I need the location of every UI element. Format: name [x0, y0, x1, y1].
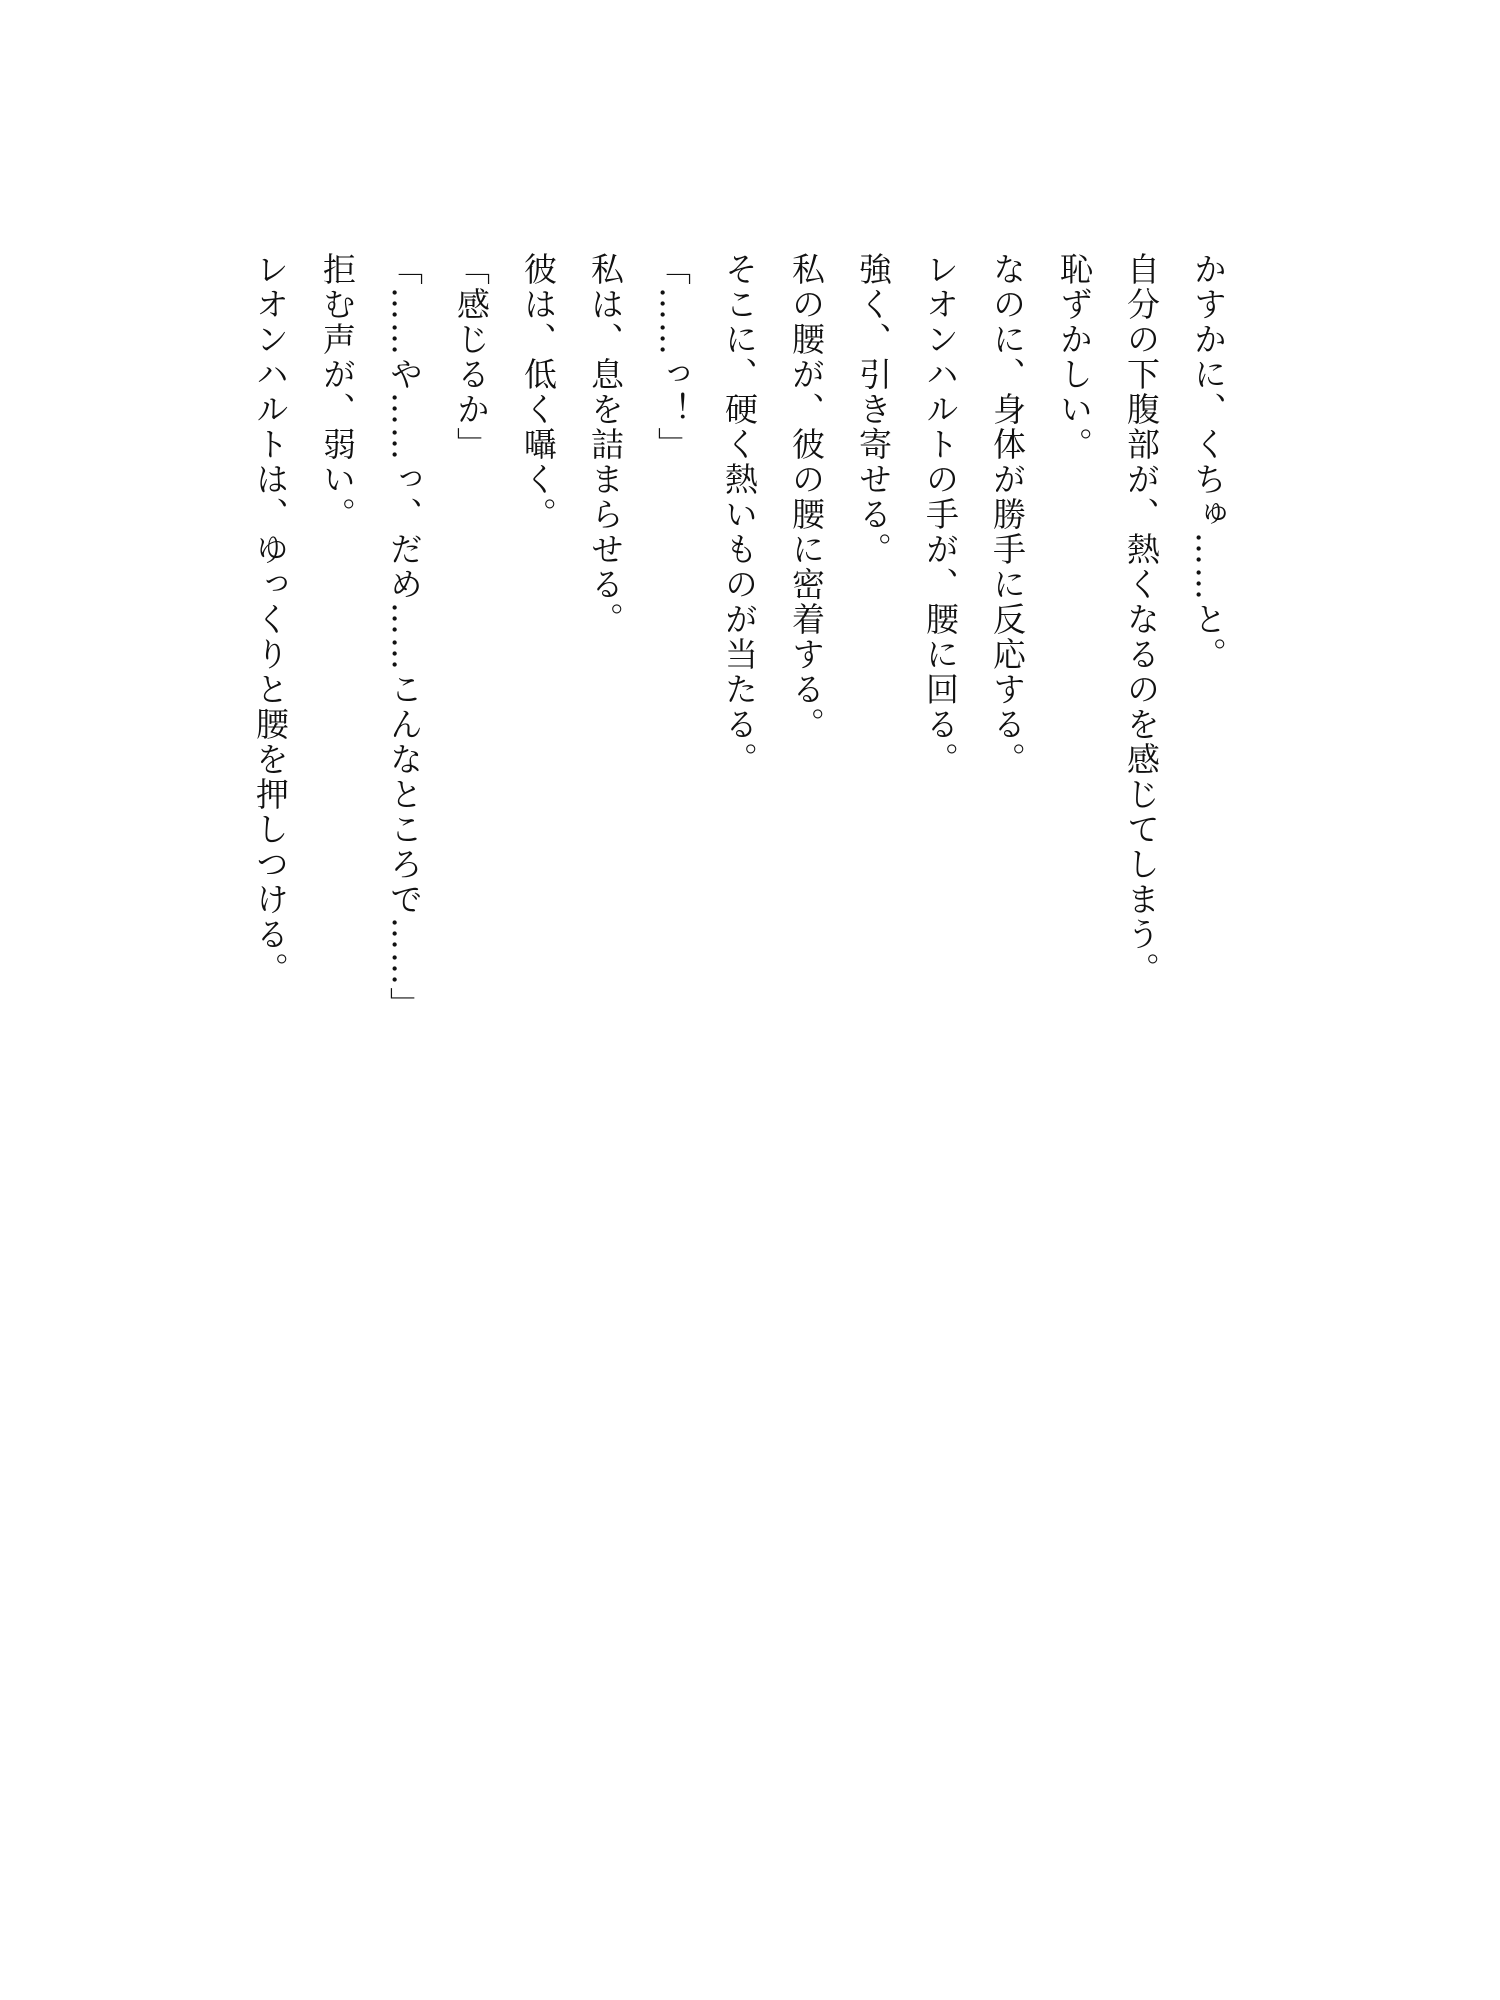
- text-line: なのに、身体が勝手に反応する。: [988, 252, 1027, 777]
- text-line: 私の腰が、彼の腰に密着する。: [787, 252, 826, 742]
- text-line: 拒む声が、弱い。: [318, 252, 357, 532]
- dialogue-line: 「……っ！」: [653, 252, 692, 462]
- dialogue-line: 「……や……っ、だめ……こんなところで……」: [385, 252, 424, 1022]
- text-line: そこに、硬く熱いものが当たる。: [720, 252, 759, 777]
- text-line: 自分の下腹部が、熱くなるのを感じてしまう。: [1122, 252, 1161, 987]
- text-line: レオンハルトは、ゆっくりと腰を押しつける。: [251, 252, 290, 987]
- text-line: かすかに、くちゅ……と。: [1189, 252, 1228, 672]
- text-line: 彼は、低く囁く。: [519, 252, 558, 532]
- vertical-text-body: [237, 252, 1242, 1022]
- text-line: 恥ずかしい。: [1055, 252, 1094, 462]
- text-line: 強く、引き寄せる。: [854, 252, 893, 567]
- dialogue-line: 「感じるか」: [452, 252, 491, 462]
- text-line: レオンハルトの手が、腰に回る。: [921, 252, 960, 777]
- text-line: 私は、息を詰まらせる。: [586, 252, 625, 637]
